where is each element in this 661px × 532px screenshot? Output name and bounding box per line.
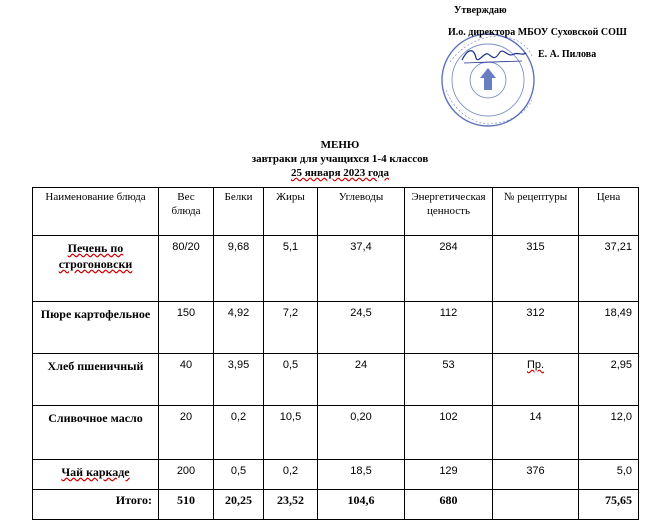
- dish-price: 37,21: [579, 236, 639, 302]
- total-recipe: [493, 490, 579, 520]
- dish-name-text: Печень по строгоновски: [58, 241, 133, 271]
- column-header-protein: Белки: [214, 188, 264, 236]
- dish-weight: 150: [159, 302, 214, 354]
- dish-fat: 10,5: [264, 406, 318, 460]
- dish-energy: 112: [405, 302, 493, 354]
- approval-title: Утверждаю: [454, 5, 507, 16]
- dish-protein: 3,95: [214, 354, 264, 406]
- column-header-weight: Вес блюда: [159, 188, 214, 236]
- dish-recipe: 376: [493, 460, 579, 490]
- table-row: [33, 236, 639, 302]
- table-row: [33, 354, 639, 406]
- dish-recipe: 14: [493, 406, 579, 460]
- menu-date: [150, 166, 530, 180]
- dish-recipe: [493, 354, 579, 406]
- dish-recipe: 312: [493, 302, 579, 354]
- dish-carbs: 0,20: [318, 406, 405, 460]
- column-header-recipe: № рецептуры: [493, 188, 579, 236]
- signature-icon: [458, 44, 528, 66]
- total-energy: 680: [405, 490, 493, 520]
- column-header-fat: Жиры: [264, 188, 318, 236]
- dish-weight: 20: [159, 406, 214, 460]
- dish-protein: 0,5: [214, 460, 264, 490]
- dish-recipe: 315: [493, 236, 579, 302]
- dish-fat: 0,2: [264, 460, 318, 490]
- total-weight: 510: [159, 490, 214, 520]
- column-header-carbs: Углеводы: [318, 188, 405, 236]
- dish-name: [33, 460, 159, 490]
- dish-protein: 9,68: [214, 236, 264, 302]
- approval-signatory: Е. А. Пилова: [538, 49, 597, 60]
- total-fat: 23,52: [264, 490, 318, 520]
- dish-recipe-text: Пр.: [526, 359, 545, 371]
- dish-protein: 4,92: [214, 302, 264, 354]
- dish-carbs: 24: [318, 354, 405, 406]
- dish-fat: 5,1: [264, 236, 318, 302]
- dish-name: Хлеб пшеничный: [33, 354, 159, 406]
- dish-price: 5,0: [579, 460, 639, 490]
- menu-date-text: 25 января 2023 года: [290, 167, 390, 179]
- total-protein: 20,25: [214, 490, 264, 520]
- dish-price: 12,0: [579, 406, 639, 460]
- dish-protein: 0,2: [214, 406, 264, 460]
- dish-carbs: 24,5: [318, 302, 405, 354]
- dish-name: [33, 236, 159, 302]
- dish-weight: 40: [159, 354, 214, 406]
- dish-weight: 80/20: [159, 236, 214, 302]
- dish-carbs: 37,4: [318, 236, 405, 302]
- dish-carbs: 18,5: [318, 460, 405, 490]
- dish-energy: 284: [405, 236, 493, 302]
- dish-name: Пюре картофельное: [33, 302, 159, 354]
- table-total-row: [33, 490, 639, 520]
- dish-energy: 102: [405, 406, 493, 460]
- dish-name-text: Чай каркаде: [61, 465, 130, 479]
- menu-title: МЕНЮ: [320, 139, 360, 151]
- dish-price: 2,95: [579, 354, 639, 406]
- total-label: Итого:: [33, 490, 159, 520]
- dish-name: Сливочное масло: [33, 406, 159, 460]
- column-header-name: Наименование блюда: [33, 188, 159, 236]
- table-row: [33, 302, 639, 354]
- dish-fat: 7,2: [264, 302, 318, 354]
- column-header-price: Цена: [579, 188, 639, 236]
- total-price: 75,65: [579, 490, 639, 520]
- menu-subtitle: завтраки для учащихся 1-4 классов: [251, 153, 429, 165]
- total-carbs: 104,6: [318, 490, 405, 520]
- table-row: [33, 406, 639, 460]
- dish-fat: 0,5: [264, 354, 318, 406]
- dish-energy: 53: [405, 354, 493, 406]
- menu-table: [32, 187, 639, 520]
- table-row: [33, 460, 639, 490]
- approval-position: И.о. директора МБОУ Суховской СОШ: [448, 27, 627, 38]
- dish-energy: 129: [405, 460, 493, 490]
- dish-price: 18,49: [579, 302, 639, 354]
- column-header-energy: Энергетическая ценность: [405, 188, 493, 236]
- dish-weight: 200: [159, 460, 214, 490]
- table-header-row: [33, 188, 639, 236]
